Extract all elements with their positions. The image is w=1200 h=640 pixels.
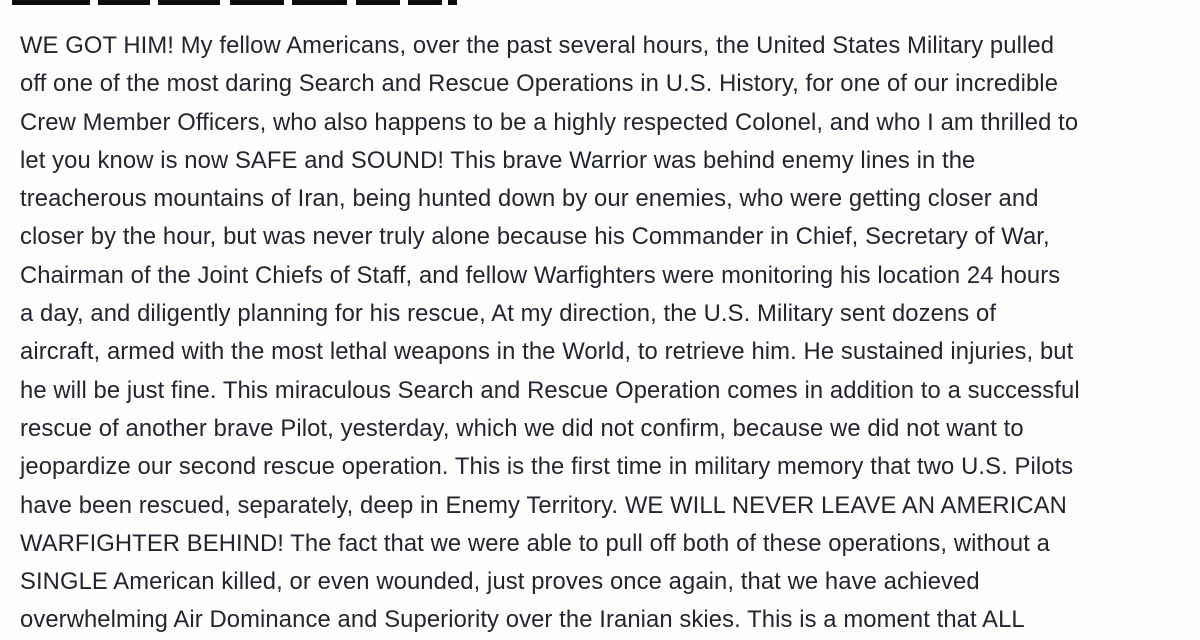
post-body-text <box>20 27 1190 640</box>
cropped-headline-bar <box>12 0 457 5</box>
post-text-line: Crew Member Officers, who also happens to be a highly respected Colonel, and who I am thrilled to <box>20 108 1079 136</box>
post-text-line: rescue of another brave Pilot, yesterday, which we did not confirm, because we did not want to <box>20 414 1024 442</box>
post-text-line: WARFIGHTER BEHIND! The fact that we were able to pull off both of these operations, without a <box>20 529 1050 557</box>
post-text-line: Chairman of the Joint Chiefs of Staff, and fellow Warfighters were monitoring his location 24 hours <box>20 261 1061 289</box>
post-text-line: have been rescued, separately, deep in Enemy Territory. WE WILL NEVER LEAVE AN AMERICAN <box>20 491 1067 519</box>
post-text-line: a day, and diligently planning for his rescue, At my direction, the U.S. Military sent dozens of <box>20 300 997 328</box>
post-text-line: overwhelming Air Dominance and Superiority over the Iranian skies. This is a moment that ALL <box>20 606 1025 634</box>
post-text-line: aircraft, armed with the most lethal weapons in the World, to retrieve him. He sustained injuries, but <box>20 338 1074 366</box>
post-text-line: WE GOT HIM! My fellow Americans, over the past several hours, the United States Military pulled <box>20 32 1055 59</box>
post-text-line: SINGLE American killed, or even wounded, just proves once again, that we have achieved <box>20 568 980 596</box>
post-text-line: treacherous mountains of Iran, being hunted down by our enemies, who were getting closer and <box>20 185 1039 213</box>
post-text-line: let you know is now SAFE and SOUND! This brave Warrior was behind enemy lines in the <box>20 146 976 174</box>
post-text-line: jeopardize our second rescue operation. This is the first time in military memory that two U.S. Pilots <box>20 453 1074 481</box>
post-text-line: off one of the most daring Search and Rescue Operations in U.S. History, for one of our incredible <box>20 70 1059 98</box>
post-text-line: closer by the hour, but was never truly alone because his Commander in Chief, Secretary of War, <box>20 223 1050 251</box>
post-text-line: he will be just fine. This miraculous Search and Rescue Operation comes in addition to a successful <box>20 376 1080 404</box>
